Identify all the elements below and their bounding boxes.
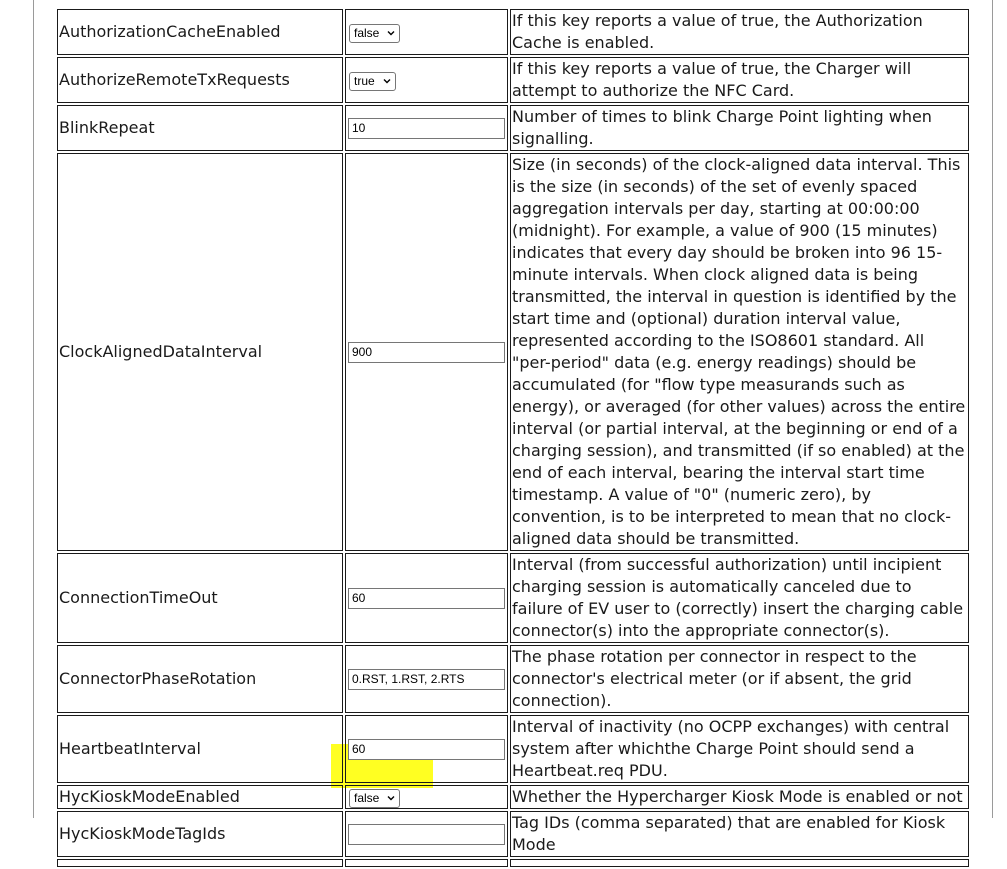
config-table	[55, 7, 971, 869]
key-cell	[57, 859, 343, 867]
description-text: Number of times to blink Charge Point lighting when signalling.	[512, 107, 932, 148]
value-select[interactable]	[349, 24, 400, 43]
frame-left-border	[33, 0, 34, 818]
key-label: HycKioskModeEnabled	[59, 787, 240, 806]
description-cell	[510, 153, 969, 551]
description-text: Tag IDs (comma separated) that are enabled for Kiosk Mode	[512, 813, 946, 854]
value-cell	[345, 715, 508, 783]
value-cell	[345, 811, 508, 857]
description-text: The phase rotation per connector in respect to the connector's electrical meter (or if absent, the grid connection).	[512, 647, 917, 710]
key-label: ConnectorPhaseRotation	[59, 669, 257, 688]
select-value: true	[354, 74, 375, 88]
chevron-down-icon	[387, 794, 395, 802]
table-row	[57, 715, 969, 783]
config-table-wrapper	[55, 7, 971, 869]
table-row	[57, 645, 969, 713]
select-value: false	[354, 791, 380, 805]
table-row	[57, 811, 969, 857]
frame-right-border	[992, 0, 993, 818]
description-text: If this key reports a value of true, the Authorization Cache is enabled.	[512, 11, 923, 52]
value-input[interactable]: 60	[348, 588, 505, 609]
key-label: AuthorizeRemoteTxRequests	[59, 70, 290, 89]
chevron-down-icon	[387, 29, 395, 37]
table-row	[57, 57, 969, 103]
description-cell	[510, 553, 969, 643]
key-cell	[57, 785, 343, 809]
value-select[interactable]	[349, 789, 400, 808]
value-input[interactable]: 900	[348, 342, 505, 363]
value-cell	[345, 553, 508, 643]
description-text: Whether the Hypercharger Kiosk Mode is enabled or not	[512, 787, 963, 806]
key-cell	[57, 57, 343, 103]
value-input[interactable]: 60	[348, 739, 505, 760]
description-cell	[510, 645, 969, 713]
key-cell	[57, 153, 343, 551]
description-cell	[510, 811, 969, 857]
key-cell	[57, 553, 343, 643]
description-cell	[510, 859, 969, 867]
chevron-down-icon	[383, 77, 391, 85]
value-input[interactable]: 10	[348, 118, 505, 139]
key-label: AuthorizationCacheEnabled	[59, 22, 281, 41]
value-input[interactable]	[348, 824, 505, 845]
key-cell	[57, 9, 343, 55]
value-cell	[345, 57, 508, 103]
value-cell	[345, 105, 508, 151]
key-cell	[57, 715, 343, 783]
table-row	[57, 105, 969, 151]
table-row	[57, 785, 969, 809]
table-row	[57, 553, 969, 643]
key-cell	[57, 105, 343, 151]
description-cell	[510, 785, 969, 809]
value-cell	[345, 9, 508, 55]
table-row	[57, 9, 969, 55]
table-row	[57, 153, 969, 551]
key-label: HeartbeatInterval	[59, 739, 201, 758]
value-input[interactable]: 0.RST, 1.RST, 2.RTS	[348, 669, 505, 690]
key-cell	[57, 645, 343, 713]
select-value: false	[354, 26, 380, 40]
value-cell	[345, 785, 508, 809]
description-cell	[510, 9, 969, 55]
key-label: BlinkRepeat	[59, 118, 155, 137]
description-text: Interval (from successful authorization) until incipient charging session is automatically canceled due to failure of EV user to (correctly) insert the charging cable connector(s) into the appropriate connector(s).	[512, 555, 964, 640]
key-label: ConnectionTimeOut	[59, 588, 218, 607]
description-text: Interval of inactivity (no OCPP exchanges) with central system after whichthe Charge Point should send a Heartbeat.req PDU.	[512, 717, 950, 780]
description-text: If this key reports a value of true, the Charger will attempt to authorize the NFC Card.	[512, 59, 912, 100]
value-cell	[345, 645, 508, 713]
key-label: HycKioskModeTagIds	[59, 824, 226, 843]
value-select[interactable]	[349, 72, 396, 91]
value-cell	[345, 859, 508, 867]
description-cell	[510, 57, 969, 103]
key-label: ClockAlignedDataInterval	[59, 342, 263, 361]
key-cell	[57, 811, 343, 857]
value-cell	[345, 153, 508, 551]
table-row-partial	[57, 859, 969, 867]
description-text: Size (in seconds) of the clock-aligned data interval. This is the size (in seconds) of the set of evenly spaced aggregation intervals per day, starting at 00:00:00 (midnight). For example, a value of 900 (15 minutes) indicates that every day should be broken into 96 15-minute intervals. When clock aligned data is being transmitted, the interval in question is identified by the start time and (optional) duration interval value, represented according to the ISO8601 standard. All "per-period" data (e.g. energy readings) should be accumulated (for "flow type measurands such as energy), or averaged (for other values) across the entire interval (or partial interval, at the beginning or end of a charging session), and transmitted (if so enabled) at the end of each interval, bearing the interval start time timestamp. A value of "0" (numeric zero), by convention, is to be interpreted to mean that no clock-aligned data should be transmitted.	[512, 155, 966, 548]
description-cell	[510, 105, 969, 151]
description-cell	[510, 715, 969, 783]
